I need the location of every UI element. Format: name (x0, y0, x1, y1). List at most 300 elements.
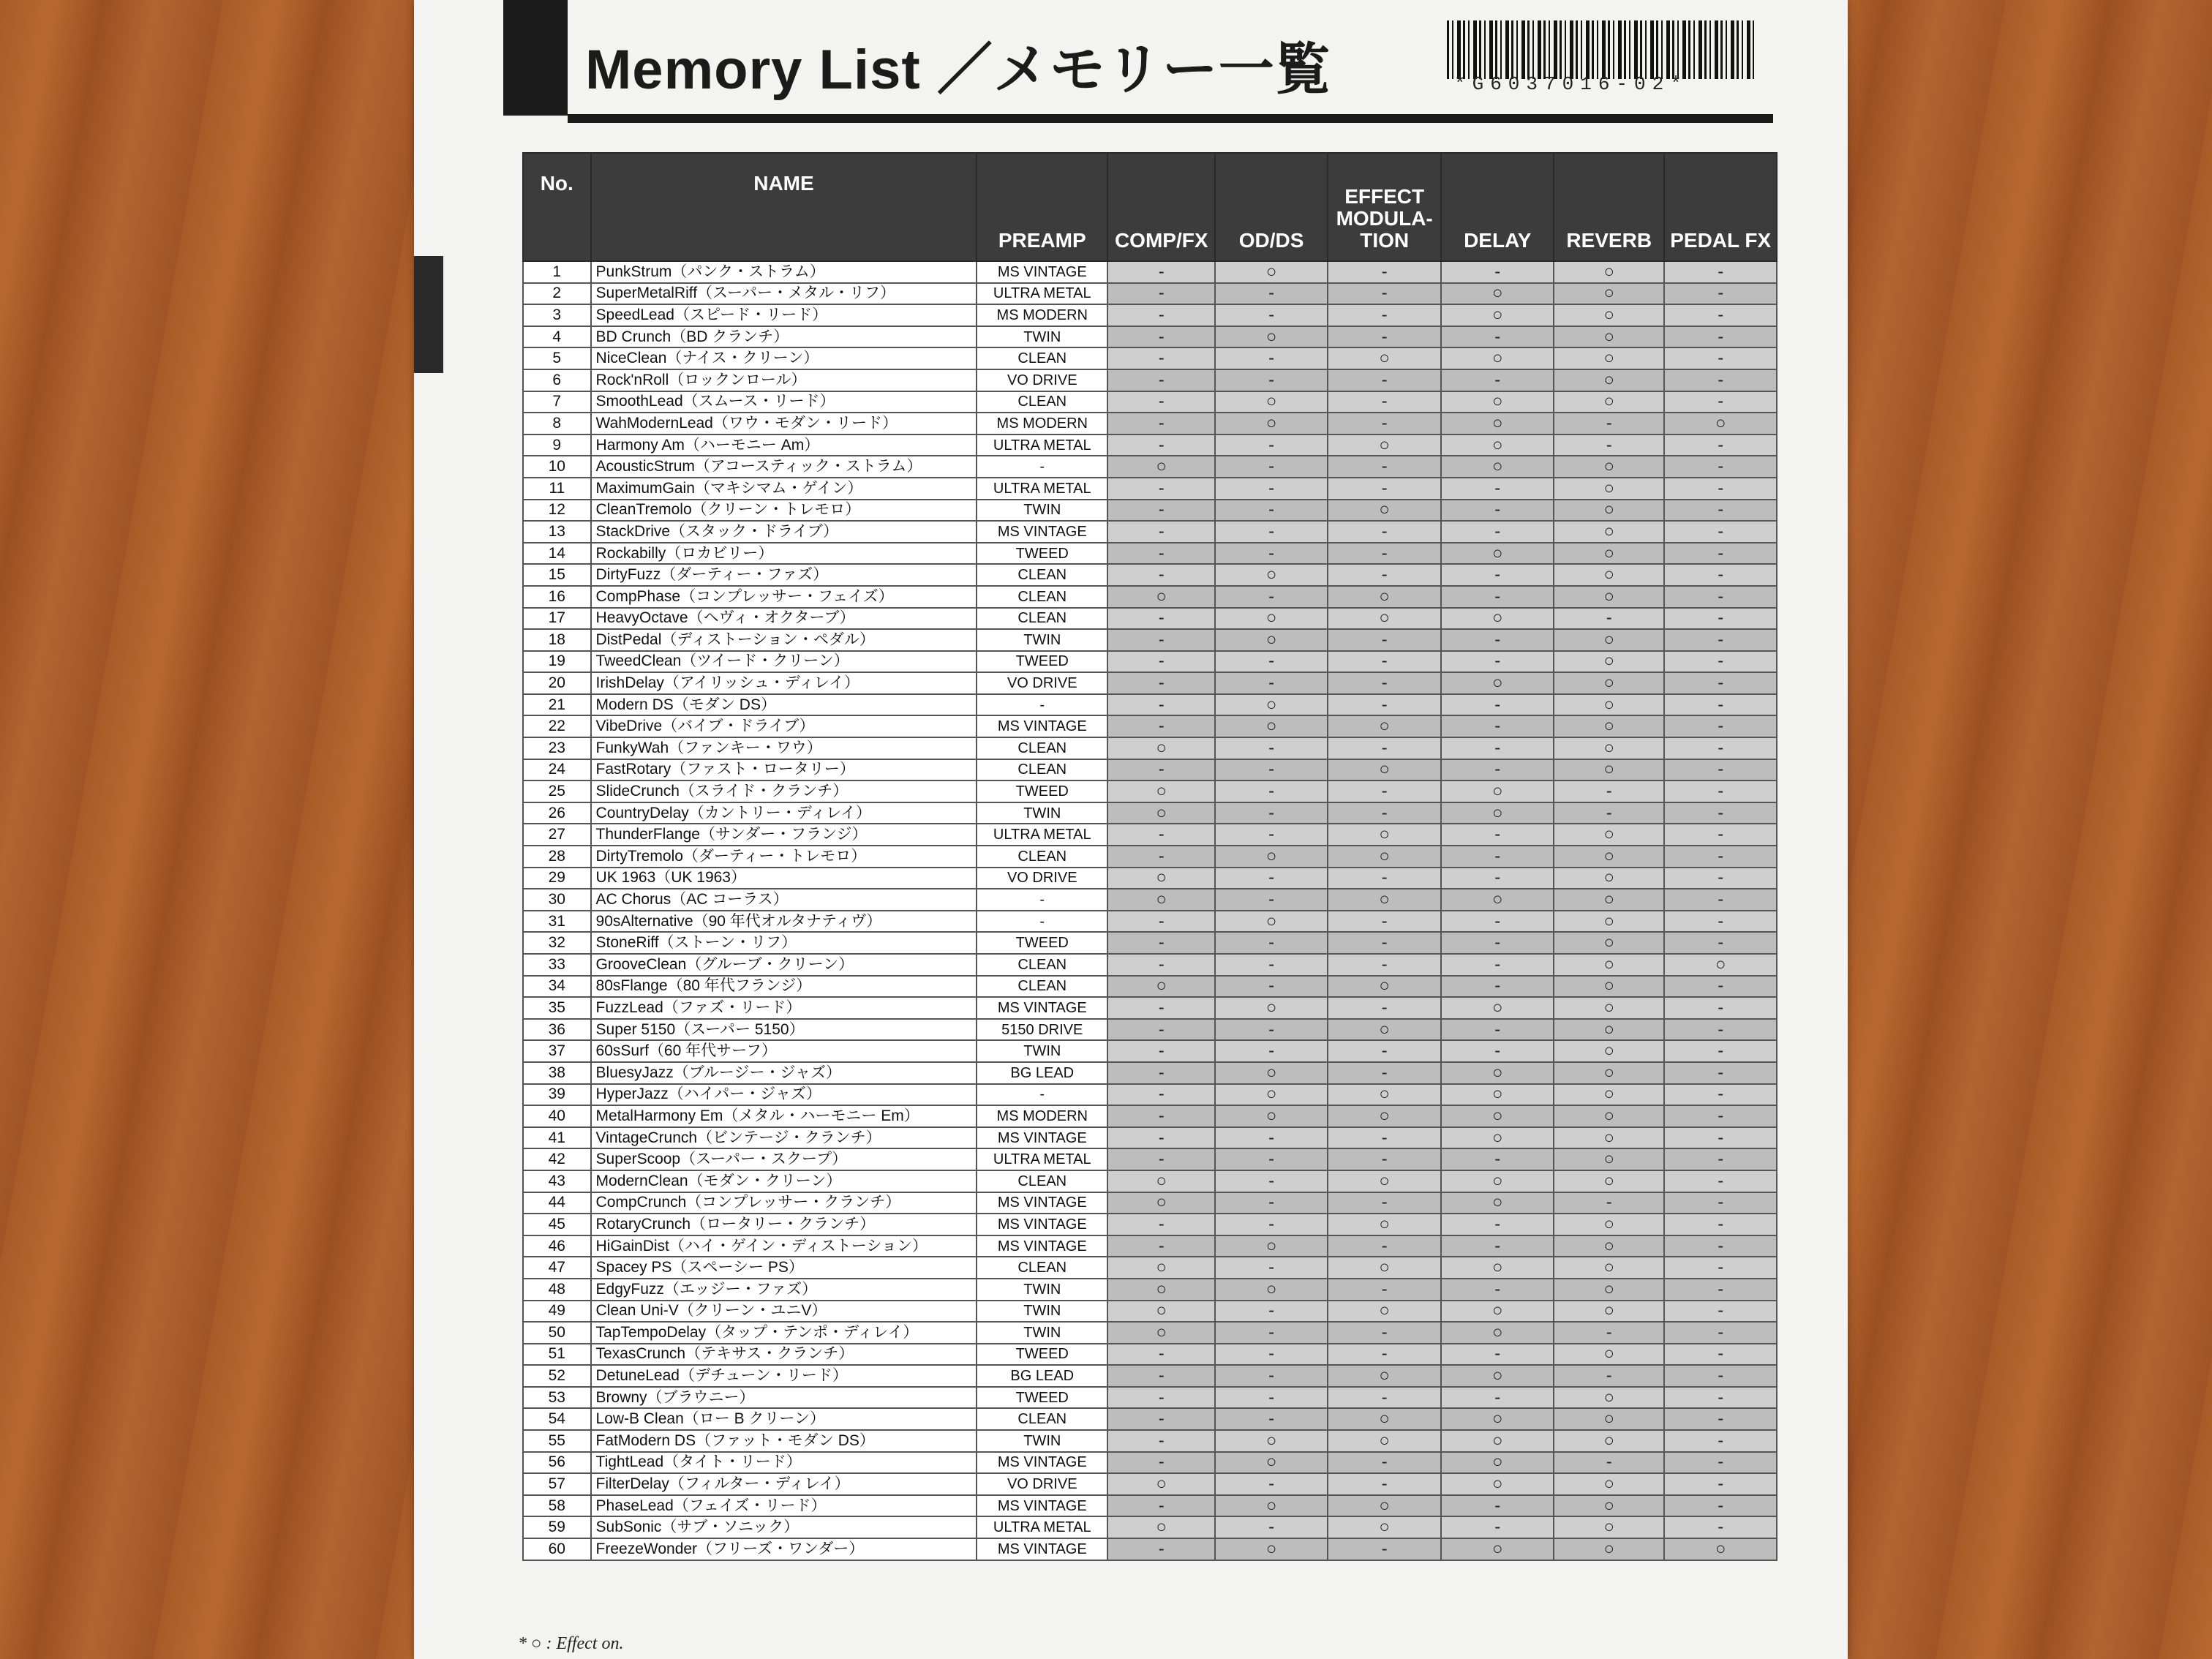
cell-preamp: MS VINTAGE (977, 1452, 1107, 1474)
cell-preamp: - (977, 456, 1107, 478)
cell-pedal-fx: - (1664, 304, 1777, 326)
table-row (523, 608, 1777, 630)
cell-od-ds: - (1215, 1257, 1328, 1279)
cell-pedal-fx: - (1664, 846, 1777, 868)
cell-no: 53 (523, 1387, 591, 1409)
cell-od-ds: - (1215, 954, 1328, 976)
table-row (523, 1084, 1777, 1106)
table-row (523, 1235, 1777, 1257)
cell-effect-modulation: - (1328, 629, 1442, 651)
table-row (523, 1192, 1777, 1214)
table-row (523, 304, 1777, 326)
cell-delay: - (1441, 824, 1554, 846)
cell-preamp: - (977, 694, 1107, 716)
cell-name: Modern DS（モダン DS） (591, 694, 977, 716)
cell-delay: ○ (1441, 391, 1554, 413)
table-row (523, 1148, 1777, 1170)
cell-name: CompCrunch（コンプレッサー・クランチ） (591, 1192, 977, 1214)
cell-pedal-fx: - (1664, 932, 1777, 954)
cell-reverb: ○ (1554, 1105, 1664, 1127)
cell-no: 36 (523, 1019, 591, 1041)
table-body (523, 261, 1777, 1560)
cell-name: Harmony Am（ハーモニー Am） (591, 434, 977, 456)
cell-name: HeavyOctave（ヘヴィ・オクターブ） (591, 608, 977, 630)
cell-pedal-fx: - (1664, 1235, 1777, 1257)
cell-delay: - (1441, 326, 1554, 348)
cell-no: 20 (523, 672, 591, 694)
cell-od-ds: ○ (1215, 564, 1328, 586)
cell-reverb: - (1554, 1192, 1664, 1214)
cell-od-ds: - (1215, 1148, 1328, 1170)
cell-name: FilterDelay（フィルター・ディレイ） (591, 1473, 977, 1495)
cell-name: DirtyTremolo（ダーティー・トレモロ） (591, 846, 977, 868)
cell-pedal-fx: - (1664, 521, 1777, 543)
cell-od-ds: - (1215, 434, 1328, 456)
cell-pedal-fx: - (1664, 369, 1777, 391)
cell-name: CleanTremolo（クリーン・トレモロ） (591, 500, 977, 522)
cell-no: 57 (523, 1473, 591, 1495)
cell-no: 21 (523, 694, 591, 716)
cell-effect-modulation: - (1328, 1452, 1442, 1474)
cell-pedal-fx: - (1664, 283, 1777, 305)
cell-name: WahModernLead（ワウ・モダン・リード） (591, 413, 977, 434)
cell-comp-fx: - (1107, 521, 1215, 543)
cell-name: 90sAlternative（90 年代オルタナティヴ） (591, 911, 977, 933)
cell-effect-modulation: - (1328, 261, 1442, 283)
table-row (523, 478, 1777, 500)
cell-no: 47 (523, 1257, 591, 1279)
cell-effect-modulation: ○ (1328, 1365, 1442, 1387)
cell-pedal-fx: - (1664, 1408, 1777, 1430)
cell-delay: ○ (1441, 780, 1554, 802)
cell-name: Browny（ブラウニー） (591, 1387, 977, 1409)
table-row (523, 1301, 1777, 1323)
cell-comp-fx: ○ (1107, 1322, 1215, 1344)
cell-reverb: ○ (1554, 1084, 1664, 1106)
cell-comp-fx: - (1107, 434, 1215, 456)
cell-comp-fx: - (1107, 629, 1215, 651)
cell-comp-fx: ○ (1107, 456, 1215, 478)
cell-effect-modulation: - (1328, 1040, 1442, 1062)
cell-name: SuperMetalRiff（スーパー・メタル・リフ） (591, 283, 977, 305)
cell-effect-modulation: ○ (1328, 586, 1442, 608)
cell-comp-fx: - (1107, 261, 1215, 283)
cell-comp-fx: - (1107, 759, 1215, 781)
cell-no: 30 (523, 889, 591, 911)
cell-od-ds: - (1215, 369, 1328, 391)
cell-od-ds: - (1215, 347, 1328, 369)
cell-od-ds: - (1215, 802, 1328, 824)
cell-preamp: TWIN (977, 1279, 1107, 1301)
cell-name: Super 5150（スーパー 5150） (591, 1019, 977, 1041)
cell-od-ds: ○ (1215, 1452, 1328, 1474)
cell-reverb: ○ (1554, 976, 1664, 998)
cell-name: FuzzLead（ファズ・リード） (591, 997, 977, 1019)
table-row (523, 1344, 1777, 1366)
cell-reverb: ○ (1554, 586, 1664, 608)
cell-effect-modulation: - (1328, 954, 1442, 976)
cell-no: 40 (523, 1105, 591, 1127)
cell-pedal-fx: - (1664, 347, 1777, 369)
cell-name: FastRotary（ファスト・ロータリー） (591, 759, 977, 781)
cell-pedal-fx: - (1664, 824, 1777, 846)
cell-effect-modulation: - (1328, 543, 1442, 565)
cell-comp-fx: ○ (1107, 889, 1215, 911)
cell-reverb: ○ (1554, 889, 1664, 911)
cell-reverb: ○ (1554, 261, 1664, 283)
cell-effect-modulation: - (1328, 1387, 1442, 1409)
cell-od-ds: - (1215, 521, 1328, 543)
cell-delay: - (1441, 911, 1554, 933)
cell-preamp: MS VINTAGE (977, 715, 1107, 737)
cell-no: 50 (523, 1322, 591, 1344)
cell-no: 51 (523, 1344, 591, 1366)
cell-comp-fx: - (1107, 1040, 1215, 1062)
cell-reverb: ○ (1554, 954, 1664, 976)
cell-name: HiGainDist（ハイ・ゲイン・ディストーション） (591, 1235, 977, 1257)
cell-delay: ○ (1441, 889, 1554, 911)
cell-effect-modulation: ○ (1328, 1019, 1442, 1041)
cell-no: 9 (523, 434, 591, 456)
cell-no: 46 (523, 1235, 591, 1257)
cell-comp-fx: - (1107, 326, 1215, 348)
cell-delay: - (1441, 261, 1554, 283)
cell-name: PunkStrum（パンク・ストラム） (591, 261, 977, 283)
cell-comp-fx: ○ (1107, 868, 1215, 889)
cell-delay: ○ (1441, 1322, 1554, 1344)
cell-reverb: ○ (1554, 759, 1664, 781)
cell-reverb: ○ (1554, 456, 1664, 478)
cell-comp-fx: - (1107, 672, 1215, 694)
cell-name: RotaryCrunch（ロータリー・クランチ） (591, 1214, 977, 1235)
cell-reverb: - (1554, 780, 1664, 802)
cell-comp-fx: - (1107, 347, 1215, 369)
cell-preamp: MS MODERN (977, 1105, 1107, 1127)
cell-no: 26 (523, 802, 591, 824)
cell-no: 16 (523, 586, 591, 608)
cell-reverb: ○ (1554, 369, 1664, 391)
cell-effect-modulation: - (1328, 326, 1442, 348)
cell-pedal-fx: - (1664, 1084, 1777, 1106)
cell-no: 27 (523, 824, 591, 846)
cell-od-ds: - (1215, 1192, 1328, 1214)
table-row (523, 1062, 1777, 1084)
cell-od-ds: ○ (1215, 1062, 1328, 1084)
cell-no: 25 (523, 780, 591, 802)
cell-name: Spacey PS（スペーシー PS） (591, 1257, 977, 1279)
header-comp-fx: COMP/FX (1107, 153, 1215, 261)
header-name: NAME (591, 153, 977, 261)
cell-effect-modulation: - (1328, 651, 1442, 673)
cell-pedal-fx: - (1664, 1301, 1777, 1323)
cell-no: 6 (523, 369, 591, 391)
cell-reverb: ○ (1554, 1279, 1664, 1301)
cell-od-ds: - (1215, 1322, 1328, 1344)
cell-no: 14 (523, 543, 591, 565)
cell-od-ds: - (1215, 456, 1328, 478)
cell-delay: ○ (1441, 1084, 1554, 1106)
cell-effect-modulation: ○ (1328, 608, 1442, 630)
cell-effect-modulation: - (1328, 1344, 1442, 1366)
cell-od-ds: - (1215, 1127, 1328, 1149)
cell-reverb: ○ (1554, 651, 1664, 673)
cell-reverb: ○ (1554, 500, 1664, 522)
cell-delay: - (1441, 694, 1554, 716)
cell-delay: ○ (1441, 1408, 1554, 1430)
cell-preamp: CLEAN (977, 954, 1107, 976)
cell-preamp: CLEAN (977, 1257, 1107, 1279)
cell-effect-modulation: - (1328, 911, 1442, 933)
cell-effect-modulation: ○ (1328, 824, 1442, 846)
cell-preamp: BG LEAD (977, 1062, 1107, 1084)
table-row (523, 1473, 1777, 1495)
cell-pedal-fx: - (1664, 780, 1777, 802)
cell-reverb: ○ (1554, 1127, 1664, 1149)
cell-reverb: ○ (1554, 1019, 1664, 1041)
table-row (523, 434, 1777, 456)
cell-delay: - (1441, 1019, 1554, 1041)
cell-name: TightLead（タイト・リード） (591, 1452, 977, 1474)
table-row (523, 846, 1777, 868)
cell-pedal-fx: - (1664, 1387, 1777, 1409)
cell-od-ds: ○ (1215, 997, 1328, 1019)
cell-pedal-fx: - (1664, 1170, 1777, 1192)
cell-od-ds: - (1215, 478, 1328, 500)
cell-delay: ○ (1441, 1452, 1554, 1474)
cell-effect-modulation: - (1328, 369, 1442, 391)
cell-name: CompPhase（コンプレッサー・フェイズ） (591, 586, 977, 608)
cell-delay: - (1441, 1235, 1554, 1257)
cell-no: 15 (523, 564, 591, 586)
cell-effect-modulation: ○ (1328, 1105, 1442, 1127)
cell-preamp: TWIN (977, 326, 1107, 348)
cell-delay: - (1441, 478, 1554, 500)
cell-effect-modulation: - (1328, 737, 1442, 759)
cell-od-ds: - (1215, 976, 1328, 998)
cell-reverb: ○ (1554, 672, 1664, 694)
cell-od-ds: ○ (1215, 1279, 1328, 1301)
cell-preamp: MS VINTAGE (977, 1192, 1107, 1214)
cell-name: PhaseLead（フェイズ・リード） (591, 1495, 977, 1517)
cell-delay: - (1441, 976, 1554, 998)
cell-pedal-fx: - (1664, 564, 1777, 586)
cell-pedal-fx: ○ (1664, 413, 1777, 434)
cell-comp-fx: - (1107, 283, 1215, 305)
cell-od-ds: - (1215, 1019, 1328, 1041)
cell-no: 31 (523, 911, 591, 933)
cell-name: Clean Uni-V（クリーン・ユニV） (591, 1301, 977, 1323)
cell-no: 11 (523, 478, 591, 500)
cell-reverb: ○ (1554, 1148, 1664, 1170)
cell-name: 60sSurf（60 年代サーフ） (591, 1040, 977, 1062)
cell-preamp: MS VINTAGE (977, 521, 1107, 543)
table-row (523, 651, 1777, 673)
cell-comp-fx: ○ (1107, 586, 1215, 608)
cell-comp-fx: - (1107, 564, 1215, 586)
header-delay: DELAY (1441, 153, 1554, 261)
cell-comp-fx: - (1107, 1062, 1215, 1084)
cell-preamp: VO DRIVE (977, 868, 1107, 889)
table-row (523, 326, 1777, 348)
cell-name: TapTempoDelay（タップ・テンポ・ディレイ） (591, 1322, 977, 1344)
cell-effect-modulation: - (1328, 1473, 1442, 1495)
cell-pedal-fx: - (1664, 997, 1777, 1019)
cell-delay: ○ (1441, 543, 1554, 565)
cell-name: 80sFlange（80 年代フランジ） (591, 976, 977, 998)
cell-od-ds: ○ (1215, 1430, 1328, 1452)
manual-page (414, 0, 1848, 1659)
cell-preamp: 5150 DRIVE (977, 1019, 1107, 1041)
cell-pedal-fx: - (1664, 434, 1777, 456)
cell-preamp: CLEAN (977, 1170, 1107, 1192)
cell-reverb: ○ (1554, 1170, 1664, 1192)
cell-od-ds: ○ (1215, 326, 1328, 348)
cell-reverb: ○ (1554, 715, 1664, 737)
cell-effect-modulation: - (1328, 997, 1442, 1019)
cell-no: 48 (523, 1279, 591, 1301)
table-row (523, 521, 1777, 543)
cell-no: 10 (523, 456, 591, 478)
cell-name: ThunderFlange（サンダー・フランジ） (591, 824, 977, 846)
page-title: Memory List ／メモリー一覧 (585, 39, 1331, 101)
table-row (523, 911, 1777, 933)
cell-reverb: ○ (1554, 1430, 1664, 1452)
cell-no: 17 (523, 608, 591, 630)
cell-reverb: - (1554, 434, 1664, 456)
cell-od-ds: - (1215, 1408, 1328, 1430)
cell-pedal-fx: - (1664, 1040, 1777, 1062)
cell-preamp: MS VINTAGE (977, 1214, 1107, 1235)
cell-od-ds: ○ (1215, 715, 1328, 737)
cell-no: 13 (523, 521, 591, 543)
cell-reverb: ○ (1554, 737, 1664, 759)
table-row (523, 694, 1777, 716)
cell-reverb: - (1554, 608, 1664, 630)
table-row (523, 369, 1777, 391)
cell-comp-fx: ○ (1107, 1516, 1215, 1538)
cell-reverb: ○ (1554, 521, 1664, 543)
table-row (523, 1365, 1777, 1387)
cell-od-ds: - (1215, 932, 1328, 954)
cell-preamp: CLEAN (977, 347, 1107, 369)
cell-name: MetalHarmony Em（メタル・ハーモニー Em） (591, 1105, 977, 1127)
cell-name: SlideCrunch（スライド・クランチ） (591, 780, 977, 802)
cell-no: 52 (523, 1365, 591, 1387)
cell-od-ds: - (1215, 1387, 1328, 1409)
cell-delay: - (1441, 954, 1554, 976)
cell-effect-modulation: - (1328, 1148, 1442, 1170)
table-row (523, 1408, 1777, 1430)
cell-preamp: TWIN (977, 1322, 1107, 1344)
cell-comp-fx: - (1107, 1019, 1215, 1041)
header-no: No. (523, 153, 591, 261)
cell-pedal-fx: - (1664, 261, 1777, 283)
cell-effect-modulation: - (1328, 868, 1442, 889)
cell-effect-modulation: - (1328, 802, 1442, 824)
cell-pedal-fx: - (1664, 1430, 1777, 1452)
cell-preamp: TWEED (977, 932, 1107, 954)
cell-name: StoneRiff（ストーン・リフ） (591, 932, 977, 954)
cell-effect-modulation: ○ (1328, 1430, 1442, 1452)
cell-effect-modulation: - (1328, 1322, 1442, 1344)
cell-no: 49 (523, 1301, 591, 1323)
cell-no: 45 (523, 1214, 591, 1235)
cell-comp-fx: - (1107, 413, 1215, 434)
cell-comp-fx: ○ (1107, 737, 1215, 759)
cell-od-ds: - (1215, 1365, 1328, 1387)
table-row (523, 715, 1777, 737)
cell-delay: - (1441, 1279, 1554, 1301)
cell-delay: ○ (1441, 1365, 1554, 1387)
cell-comp-fx: ○ (1107, 976, 1215, 998)
cell-pedal-fx: - (1664, 1148, 1777, 1170)
cell-reverb: ○ (1554, 846, 1664, 868)
cell-name: SmoothLead（スムース・リード） (591, 391, 977, 413)
table-row (523, 1257, 1777, 1279)
cell-effect-modulation: - (1328, 521, 1442, 543)
cell-preamp: TWIN (977, 1301, 1107, 1323)
cell-preamp: CLEAN (977, 564, 1107, 586)
cell-effect-modulation: ○ (1328, 1214, 1442, 1235)
cell-pedal-fx: - (1664, 1279, 1777, 1301)
cell-reverb: ○ (1554, 1495, 1664, 1517)
cell-pedal-fx: - (1664, 1062, 1777, 1084)
cell-no: 7 (523, 391, 591, 413)
header-effect-modulation: EFFECT MODULA-TION (1328, 153, 1442, 261)
cell-name: ModernClean（モダン・クリーン） (591, 1170, 977, 1192)
cell-delay: - (1441, 1516, 1554, 1538)
cell-reverb: ○ (1554, 997, 1664, 1019)
cell-reverb: ○ (1554, 1257, 1664, 1279)
cell-delay: - (1441, 868, 1554, 889)
cell-effect-modulation: - (1328, 1235, 1442, 1257)
cell-reverb: ○ (1554, 304, 1664, 326)
table-row (523, 1516, 1777, 1538)
cell-delay: - (1441, 1148, 1554, 1170)
cell-delay: ○ (1441, 1170, 1554, 1192)
table-row (523, 868, 1777, 889)
cell-pedal-fx: - (1664, 1127, 1777, 1149)
cell-comp-fx: - (1107, 543, 1215, 565)
cell-delay: - (1441, 500, 1554, 522)
cell-name: TexasCrunch（テキサス・クランチ） (591, 1344, 977, 1366)
cell-reverb: ○ (1554, 391, 1664, 413)
cell-no: 38 (523, 1062, 591, 1084)
table-row (523, 586, 1777, 608)
cell-effect-modulation: - (1328, 694, 1442, 716)
page-side-tab (414, 256, 443, 373)
table-row (523, 500, 1777, 522)
cell-od-ds: - (1215, 759, 1328, 781)
cell-preamp: MS VINTAGE (977, 1127, 1107, 1149)
cell-reverb: - (1554, 802, 1664, 824)
table-row (523, 1430, 1777, 1452)
table-row (523, 1495, 1777, 1517)
cell-reverb: ○ (1554, 824, 1664, 846)
table-row (523, 261, 1777, 283)
cell-delay: - (1441, 586, 1554, 608)
cell-preamp: VO DRIVE (977, 1473, 1107, 1495)
cell-no: 3 (523, 304, 591, 326)
cell-comp-fx: - (1107, 369, 1215, 391)
cell-comp-fx: - (1107, 824, 1215, 846)
cell-comp-fx: - (1107, 715, 1215, 737)
cell-comp-fx: - (1107, 304, 1215, 326)
cell-delay: ○ (1441, 608, 1554, 630)
cell-delay: - (1441, 1214, 1554, 1235)
cell-preamp: MS VINTAGE (977, 997, 1107, 1019)
cell-od-ds: - (1215, 304, 1328, 326)
